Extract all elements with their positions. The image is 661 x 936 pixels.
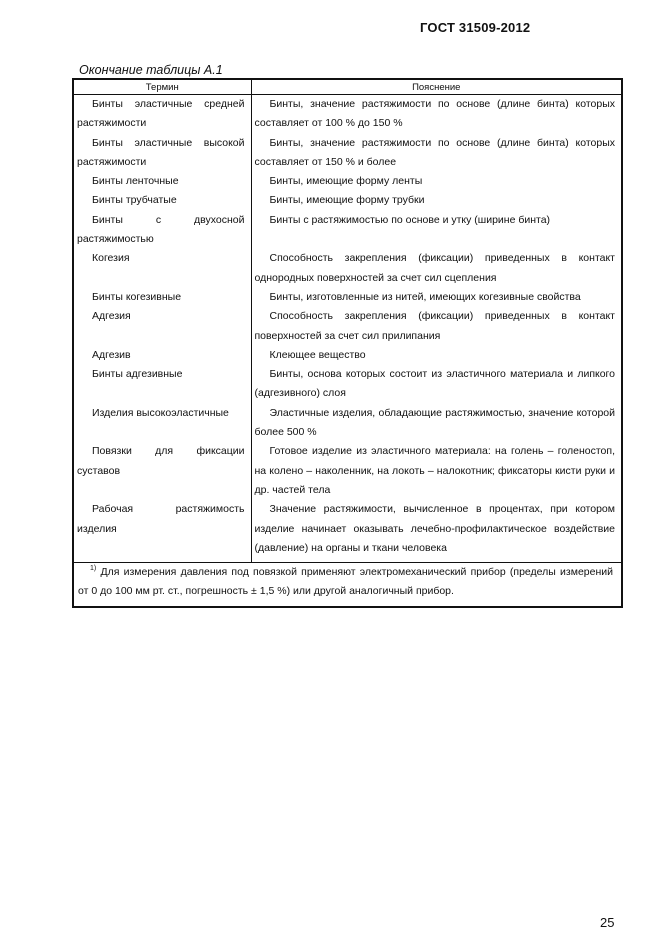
terms-table [72, 78, 623, 608]
definition-cell: Бинты, значение растяжимости по основе (длине бинта) которых составляет от 100 % до 150 % [251, 95, 622, 134]
footnote [73, 563, 622, 607]
definition-cell: Значение растяжимости, вычисленное в процентах, при котором изделие начинает оказывать лечебно-профилактическое воздействие (давление) на органы и ткани человека [251, 500, 622, 562]
term-cell: Рабочая растяжимость изделия [73, 500, 251, 562]
footnote-marker: 1) [90, 565, 97, 573]
term-cell: Бинты эластичные высокой растяжимости [73, 134, 251, 173]
term-cell: Изделия высокоэластичные [73, 404, 251, 443]
table-row [73, 500, 622, 562]
table-row [73, 211, 622, 250]
definition-cell: Бинты, основа которых состоит из эластичного материала и липкого (адгезивного) слоя [251, 365, 622, 404]
term-cell: Адгезия [73, 307, 251, 346]
definition-cell: Способность закрепления (фиксации) приведенных в контакт поверхностей за счет сил прилипания [251, 307, 622, 346]
table-row [73, 404, 622, 443]
table-row [73, 442, 622, 500]
footnote-row [73, 563, 622, 607]
definition-cell: Бинты, имеющие форму трубки [251, 191, 622, 210]
standard-code: ГОСТ 31509-2012 [420, 20, 531, 35]
definition-cell: Бинты с растяжимостью по основе и утку (ширине бинта) [251, 211, 622, 250]
definition-cell: Бинты, изготовленные из нитей, имеющих когезивные свойства [251, 288, 622, 307]
table-row [73, 365, 622, 404]
term-cell: Бинты эластичные средней растяжимости [73, 95, 251, 134]
table-row [73, 134, 622, 173]
table-header-row [73, 79, 622, 95]
column-header-definition: Пояснение [251, 79, 622, 95]
term-cell: Повязки для фиксации суставов [73, 442, 251, 500]
table-caption: Окончание таблицы А.1 [79, 63, 223, 77]
table-row [73, 288, 622, 307]
term-cell: Бинты когезивные [73, 288, 251, 307]
table-row [73, 172, 622, 191]
page-number: 25 [600, 915, 615, 930]
table-row [73, 307, 622, 346]
term-cell: Бинты адгезивные [73, 365, 251, 404]
table-row [73, 249, 622, 288]
definition-cell: Эластичные изделия, обладающие растяжимостью, значение которой более 500 % [251, 404, 622, 443]
term-cell: Бинты трубчатые [73, 191, 251, 210]
table-row [73, 191, 622, 210]
definition-cell: Клеющее вещество [251, 346, 622, 365]
term-cell: Адгезив [73, 346, 251, 365]
definition-cell: Бинты, значение растяжимости по основе (длине бинта) которых составляет от 150 % и более [251, 134, 622, 173]
table-row [73, 95, 622, 134]
footnote-text: Для измерения давления под повязкой применяют электромеханический прибор (пределы измерений от 0 до 100 мм рт. ст., погрешность ± 1,5 %) или другой аналогичный прибор. [78, 566, 613, 598]
term-cell: Когезия [73, 249, 251, 288]
column-header-term: Термин [73, 79, 251, 95]
term-cell: Бинты с двухосной растяжимостью [73, 211, 251, 250]
definition-cell: Готовое изделие из эластичного материала: на голень – голеностоп, на колено – наколенник, на локоть – налокотник; фиксаторы кисти руки и др. частей тела [251, 442, 622, 500]
term-cell: Бинты ленточные [73, 172, 251, 191]
table-row [73, 346, 622, 365]
definition-cell: Способность закрепления (фиксации) приведенных в контакт однородных поверхностей за счет сил сцепления [251, 249, 622, 288]
definition-cell: Бинты, имеющие форму ленты [251, 172, 622, 191]
